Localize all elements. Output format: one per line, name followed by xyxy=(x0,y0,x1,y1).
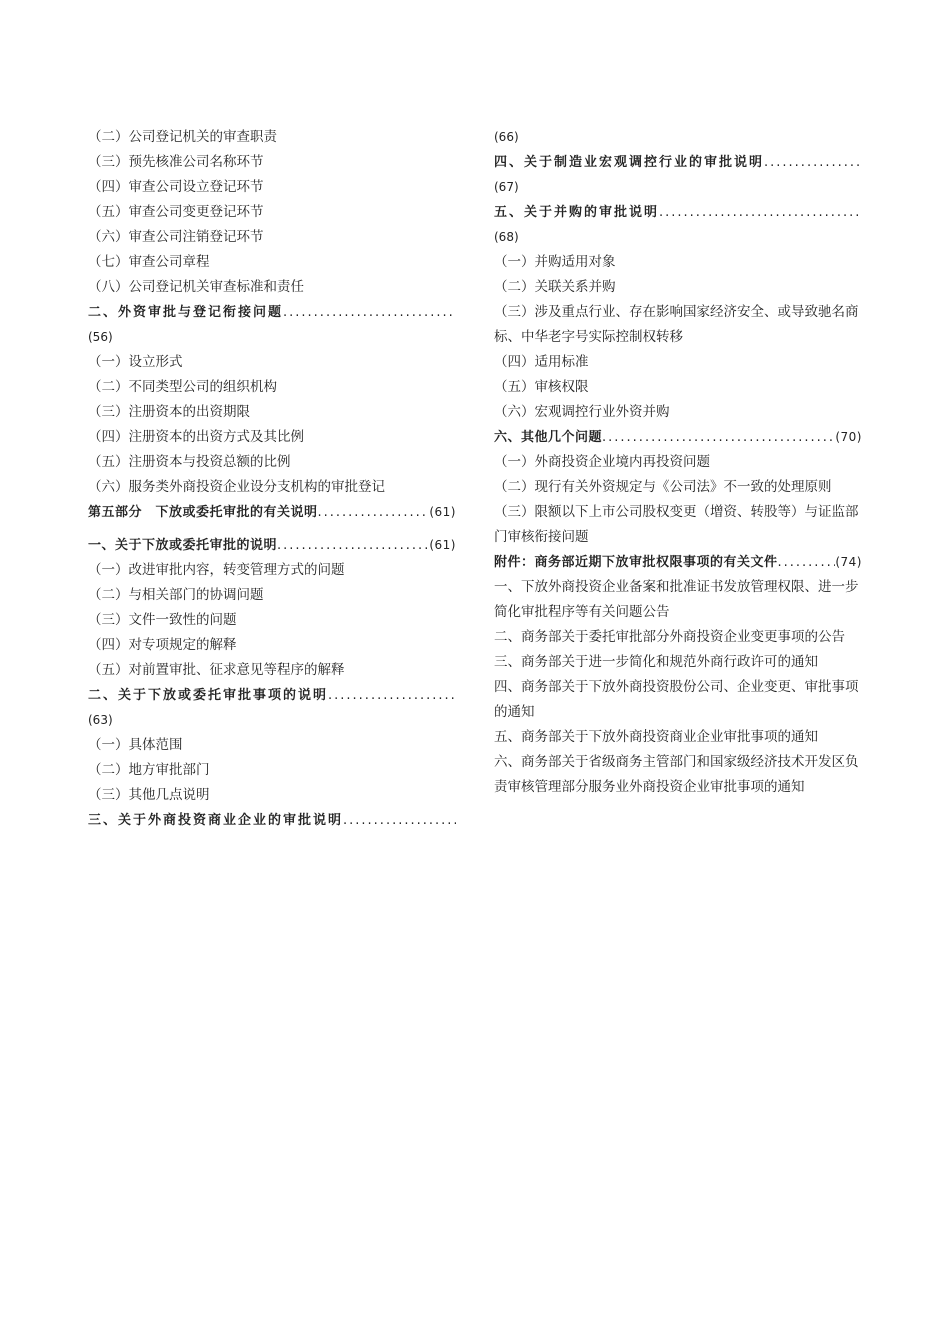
toc-heading xyxy=(88,300,456,325)
toc-item: （一）设立形式 xyxy=(88,354,183,370)
toc-item: （二）与相关部门的协调问题 xyxy=(88,587,264,603)
toc-heading xyxy=(88,808,456,833)
toc-heading-title: 一、关于下放或委托审批的说明 xyxy=(88,538,278,553)
toc-item: （三）其他几点说明 xyxy=(88,787,210,803)
toc-leader xyxy=(318,500,430,525)
toc-appendix-heading xyxy=(494,550,862,575)
toc-right-column xyxy=(494,125,862,800)
toc-left-column xyxy=(88,125,456,833)
toc-page-number: (63) xyxy=(88,713,113,727)
toc-item: （二）现行有关外资规定与《公司法》不一致的处理原则 xyxy=(494,479,832,495)
toc-item: （一）改进审批内容，转变管理方式的问题 xyxy=(88,562,345,578)
toc-heading xyxy=(494,200,862,225)
toc-item: （二）关联关系并购 xyxy=(494,279,616,295)
toc-item: 四、商务部关于下放外商投资股份公司、企业变更、审批事项的通知 xyxy=(494,679,859,720)
toc-leader xyxy=(659,200,862,225)
toc-heading-title: 四、关于制造业宏观调控行业的审批说明 xyxy=(494,155,765,170)
toc-item: （六）服务类外商投资企业设分支机构的审批登记 xyxy=(88,479,385,495)
toc-heading xyxy=(494,150,862,175)
toc-leader xyxy=(764,150,862,175)
toc-item: （四）对专项规定的解释 xyxy=(88,637,237,653)
toc-leader xyxy=(343,808,456,833)
toc-item: 一、下放外商投资企业备案和批准证书发放管理权限、进一步简化审批程序等有关问题公告 xyxy=(494,579,859,620)
toc-heading-title: 三、关于外商投资商业企业的审批说明 xyxy=(88,813,344,828)
toc-heading xyxy=(494,425,862,450)
toc-item: （四）注册资本的出资方式及其比例 xyxy=(88,429,304,445)
toc-page-number: (66) xyxy=(494,130,519,144)
toc-item: （二）不同类型公司的组织机构 xyxy=(88,379,277,395)
toc-leader xyxy=(602,425,835,450)
toc-page-number: (70) xyxy=(835,430,862,444)
toc-leader xyxy=(778,550,836,575)
toc-heading-title: 五、关于并购的审批说明 xyxy=(494,205,660,220)
toc-item: （五）审查公司变更登记环节 xyxy=(88,204,264,220)
toc-page-number: (68) xyxy=(494,230,519,244)
toc-item: 三、商务部关于进一步简化和规范外商行政许可的通知 xyxy=(494,654,818,670)
toc-item: （六）宏观调控行业外资并购 xyxy=(494,404,670,420)
toc-item: （一）外商投资企业境内再投资问题 xyxy=(494,454,710,470)
toc-page-number: (56) xyxy=(88,330,113,344)
toc-item: （三）文件一致性的问题 xyxy=(88,612,237,628)
toc-part-heading xyxy=(88,500,456,525)
toc-heading xyxy=(88,683,456,708)
toc-item: （二）地方审批部门 xyxy=(88,762,210,778)
toc-item: 五、商务部关于下放外商投资商业企业审批事项的通知 xyxy=(494,729,818,745)
toc-page-number: (61) xyxy=(429,538,456,552)
toc-heading-title: 第五部分 下放或委托审批的有关说明 xyxy=(88,505,318,520)
toc-page-number: (67) xyxy=(494,180,519,194)
toc-page-number: (61) xyxy=(429,505,456,519)
toc-heading-title: 六、其他几个问题 xyxy=(494,430,603,445)
toc-item: （一）并购适用对象 xyxy=(494,254,616,270)
toc-leader xyxy=(328,683,456,708)
toc-item: （五）审核权限 xyxy=(494,379,589,395)
toc-item: （一）具体范围 xyxy=(88,737,183,753)
toc-item: （六）审查公司注销登记环节 xyxy=(88,229,264,245)
toc-page-number: (74) xyxy=(835,555,862,569)
toc-leader xyxy=(277,533,429,558)
toc-heading-title: 二、关于下放或委托审批事项的说明 xyxy=(88,688,329,703)
toc-heading-title: 附件：商务部近期下放审批权限事项的有关文件 xyxy=(494,555,778,570)
toc-leader xyxy=(283,300,456,325)
toc-item: （四）适用标准 xyxy=(494,354,589,370)
toc-item: （二）公司登记机关的审查职责 xyxy=(88,129,277,145)
toc-heading-title: 二、外资审批与登记衔接问题 xyxy=(88,305,284,320)
toc-item: 二、商务部关于委托审批部分外商投资企业变更事项的公告 xyxy=(494,629,845,645)
toc-item: （八）公司登记机关审查标准和责任 xyxy=(88,279,304,295)
toc-item: （三）预先核准公司名称环节 xyxy=(88,154,264,170)
toc-item: （三）限额以下上市公司股权变更（增资、转股等）与证监部门审核衔接问题 xyxy=(494,504,859,545)
toc-heading xyxy=(88,533,456,558)
toc-item: （五）注册资本与投资总额的比例 xyxy=(88,454,291,470)
toc-item: （三）涉及重点行业、存在影响国家经济安全、或导致驰名商标、中华老字号实际控制权转移 xyxy=(494,304,859,345)
toc-item: 六、商务部关于省级商务主管部门和国家级经济技术开发区负责审核管理部分服务业外商投资企业审批事项的通知 xyxy=(494,754,859,795)
toc-item: （七）审查公司章程 xyxy=(88,254,210,270)
toc-item: （三）注册资本的出资期限 xyxy=(88,404,250,420)
toc-item: （五）对前置审批、征求意见等程序的解释 xyxy=(88,662,345,678)
toc-item: （四）审查公司设立登记环节 xyxy=(88,179,264,195)
